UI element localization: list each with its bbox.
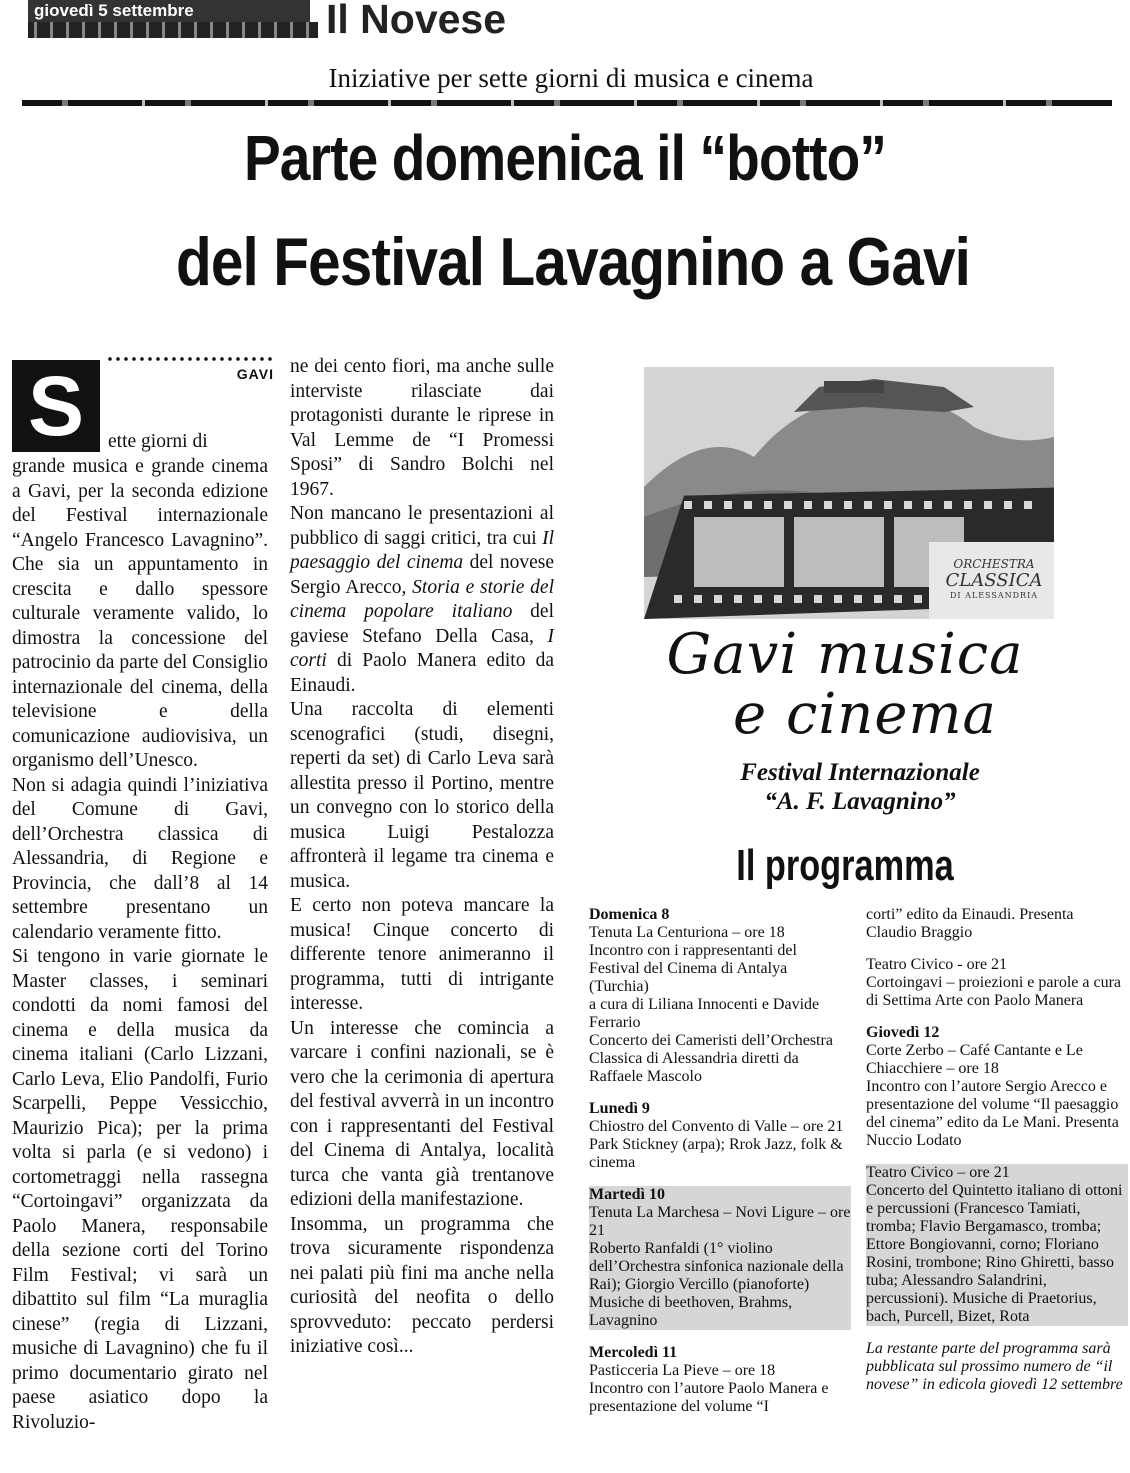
article-column-1 <box>12 455 268 1435</box>
program-line: a cura di Liliana Innocenti e Davide Ferrario <box>589 996 820 1031</box>
program-line: Park Stickney (arpa); Rrok Jazz, folk & cinema <box>589 1136 843 1171</box>
dateline-dots <box>106 356 274 362</box>
book-title: Il paesaggio del cinema <box>290 527 554 573</box>
article-paragraph: Un interesse che comincia a varcare i confini nazionali, se è vero che la cerimonia di apertura del festival avverrà in un incontro con i rappresentanti del Festival del Cinema di Antalya, località turca che vanta già trentanove edizioni della manifestazione. <box>290 1017 554 1210</box>
program-entry <box>589 1100 851 1172</box>
promo-subtitle <box>640 758 1050 816</box>
program-line: Musiche di beethoven, Brahms, Lavagnino <box>589 1294 793 1329</box>
program-line: Concerto del Quintetto italiano di ottoni e percussioni (Francesco Tamiati, tromba; Flavio Bergamasco, tromba; Ettore Bongiovanni, corno; Floriano Rosini, trombone; Rino Ghiretti, basso tuba; Alessandro Salandrini, percussioni). Musiche di Praetorius, bach, Purcell, Bizet, Rota <box>866 1182 1123 1325</box>
article-first-line: ette giorni di <box>108 431 208 452</box>
dateline: GAVI <box>236 366 274 382</box>
article-paragraph: Si tengono in varie giornate le Master classes, i seminari condotti da nomi famosi del cinema e della musica da cinema italiani (Carlo Lizzani, Carlo Leva, Elio Pandolfi, Furio Scarpelli, Peppe Vessicchio, Maurizio Pica); per la prima volta si parla (e si vedono) i cortometraggi nella rassegna “Cortoingavi” organizzata da Paolo Manera, responsabile della sezione corti del Torino Film Festival; vi sarà un dibattito sul film “La muraglia cinese” (regia di Lizzani, musiche di Lavagnino) che fu il primo documentario girato nel paese asiatico dopo la Rivoluzio- <box>12 946 268 1433</box>
program-day: Lunedì 9 <box>589 1100 650 1117</box>
text: del gaviese Stefano Della Casa, <box>290 601 554 647</box>
program-day: Giovedì 12 <box>866 1024 940 1041</box>
text: del novese Sergio Arecco, <box>290 552 554 598</box>
article-paragraph: Non si adagia quindi l’iniziativa del Comune di Gavi, dell’Orchestra classica di Alessandria, di Regione e Provincia, che dall’8 al 14 settembre presentano un calendario veramente fitto. <box>12 774 268 943</box>
newspaper-name: Il Novese <box>326 0 507 42</box>
article-paragraph <box>290 502 554 698</box>
article-paragraph: Insomma, un programma che trova sicuramente rispondenza nei palati più fini ma anche nella curiosità del neofita o dello sprovveduto: peccato perdersi iniziative così... <box>290 1213 554 1357</box>
program-column-right <box>866 906 1128 1394</box>
text: Non mancano le presentazioni al pubblico di saggi critici, tra cui <box>290 503 554 549</box>
dropcap-letter: S <box>27 359 85 453</box>
masthead-date: giovedì 5 settembre <box>28 0 310 22</box>
program-line: corti” edito da Einaudi. Presenta Claudio Braggio <box>866 906 1074 941</box>
article-paragraph: Una raccolta di elementi scenografici (studi, disegni, reperti da set) di Carlo Leva sarà allestita presso il Portino, mentre un convegno con lo storico della musica Luigi Pestalozza affronterà il legame tra cinema e musica. <box>290 699 554 892</box>
program-entry <box>589 1344 851 1416</box>
program-line: Pasticceria La Pieve – ore 18 <box>589 1362 776 1379</box>
program-entry <box>589 906 851 1086</box>
article-paragraph: ne dei cento fiori, ma anche sulle interviste rilasciate dai protagonisti durante le riprese in Val Lemme de “I Promessi Sposi” di Sandro Bolchi nel 1967. <box>290 356 554 500</box>
program-entry <box>866 1024 1128 1150</box>
logo-line: ORCHESTRA <box>953 557 1035 571</box>
program-entry <box>866 956 1128 1010</box>
festival-photo <box>644 367 1054 619</box>
kicker-rule <box>22 100 1112 106</box>
program-entry <box>866 906 1128 942</box>
program-line: Teatro Civico – ore 21 <box>866 1164 1010 1181</box>
program-line: Chiostro del Convento di Valle – ore 21 <box>589 1118 844 1135</box>
program-column-left <box>589 906 851 1416</box>
text: di Paolo Manera edito da Einaudi. <box>290 650 554 696</box>
program-line: Cortoingavi – proiezioni e parole a cura di Settima Arte con Paolo Manera <box>866 974 1122 1009</box>
program-line: Corte Zerbo – Café Cantante e Le Chiacchiere – ore 18 <box>866 1042 1083 1077</box>
promo-title-line: e cinema <box>733 682 997 747</box>
program-day: Domenica 8 <box>589 906 670 923</box>
program-heading: Il programma <box>736 841 954 890</box>
article-paragraph: grande musica e grande cinema a Gavi, per la seconda edizione del Festival internazionale “Angelo Francesco Lavagnino”. Che sia un appuntamento in crescita e dallo spessore culturale veramente valido, lo dimostra la concessione del patrocinio da parte del Consiglio internazionale del cinema, della televisione e della comunicazione audiovisiva, un organismo dell’Unesco. <box>12 456 268 771</box>
promo-title <box>640 622 1050 747</box>
promo-title-line: Gavi musica <box>666 622 1024 687</box>
article-paragraph: E certo non poteva mancare la musica! Cinque concerto di differente tenore animeranno il programma, tutti di intrigante interesse. <box>290 895 554 1014</box>
program-line: Incontro con l’autore Sergio Arecco e presentazione del volume “Il paesaggio del cinema” edito da Le Mani. Presenta Nuccio Lodato <box>866 1078 1119 1149</box>
promo-subtitle-line: Festival Internazionale <box>740 759 980 786</box>
book-title: I corti <box>290 625 554 671</box>
program-line: Concerto dei Cameristi dell’Orchestra Classica di Alessandria diretti da Raffaele Mascolo <box>589 1032 833 1085</box>
article-column-2 <box>290 355 554 1360</box>
program-entry <box>866 1164 1128 1326</box>
kicker: Iniziative per sette giorni di musica e cinema <box>328 63 814 93</box>
program-line: Incontro con i rappresentanti del Festival del Cinema di Antalya (Turchia) <box>589 942 797 995</box>
program-line: Teatro Civico - ore 21 <box>866 956 1008 973</box>
headline-line-2: del Festival Lavagnino a Gavi <box>175 224 971 300</box>
program-note: La restante parte del programma sarà pubblicata sul prossimo numero de “il novese” in edicola giovedì 12 settembre <box>866 1340 1123 1393</box>
program-entry <box>589 1186 851 1330</box>
logo-line: CLASSICA <box>945 570 1043 591</box>
program-line: Roberto Ranfaldi (1° violino dell’Orchestra sinfonica nazionale della Rai); Giorgio Vercillo (pianoforte) <box>589 1240 844 1293</box>
program-day: Mercoledì 11 <box>589 1344 678 1361</box>
masthead-rule <box>28 22 318 38</box>
promo-subtitle-line: “A. F. Lavagnino” <box>764 788 956 815</box>
program-line: Tenuta La Marchesa – Novi Ligure – ore 21 <box>589 1204 851 1239</box>
book-title: Storia e storie del cinema popolare italiano <box>290 576 554 622</box>
headline-line-1: Parte domenica il “botto” <box>243 122 887 194</box>
logo-line: DI ALESSANDRIA <box>949 591 1039 600</box>
program-line: Tenuta La Centuriona – ore 18 <box>589 924 785 941</box>
program-line: Incontro con l’autore Paolo Manera e presentazione del volume “I <box>589 1380 829 1415</box>
program-day: Martedì 10 <box>589 1186 665 1203</box>
